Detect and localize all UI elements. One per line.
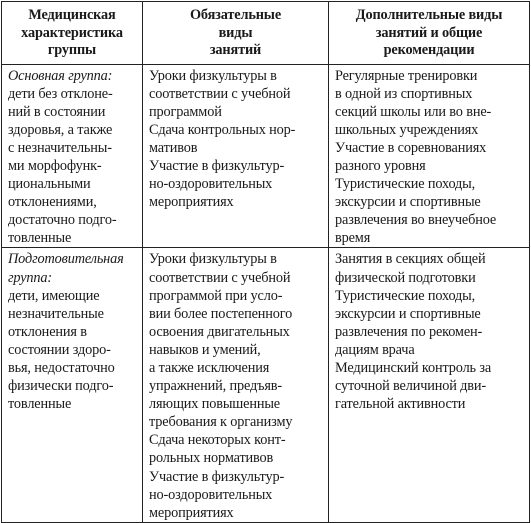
header-line: рекомендации — [383, 42, 475, 58]
text-line: время — [335, 230, 371, 247]
cell-prep-characteristic — [2, 248, 143, 522]
text-line: вья, недостаточно — [8, 360, 115, 376]
text-line: освоения двигательных — [149, 323, 290, 340]
text-line: мероприятиях — [149, 504, 234, 521]
text-line: мероприятиях — [149, 194, 234, 211]
header-line: занятий — [209, 42, 262, 58]
text-line: Медицинский контроль за — [335, 360, 492, 376]
text-line: дациям врача — [335, 341, 415, 358]
text-line: упражнений, предъяв- — [149, 378, 282, 395]
cell-prep-additional — [329, 248, 530, 522]
header-line: группы — [47, 42, 97, 58]
table-row-main-group — [2, 64, 530, 248]
text-line: ляющих повышенные — [149, 396, 280, 413]
text-line: Участие в физкультур- — [149, 468, 285, 485]
health-groups-table-wrapper — [1, 1, 529, 523]
header-line: занятий и общие — [375, 24, 483, 41]
cell-prep-mandatory — [143, 248, 329, 522]
text-line: с незначительны- — [8, 139, 112, 156]
group-label-preparatory: группа: — [8, 269, 53, 286]
text-line: гательной активности — [335, 396, 466, 413]
cell-main-mandatory — [143, 64, 329, 248]
text-line: навыков и умений, — [149, 341, 261, 358]
text-line: развлечения во внеучебное — [335, 212, 497, 229]
text-line: здоровья, а также — [8, 121, 113, 138]
text-line: отклонениями, — [8, 194, 97, 211]
text-line: Уроки физкультуры в — [149, 251, 277, 268]
text-line: вии более постепенного — [149, 305, 293, 322]
cell-main-characteristic — [2, 64, 143, 248]
text-line: мативов — [149, 139, 198, 156]
text-line: программой — [149, 103, 222, 120]
health-groups-table — [1, 1, 530, 523]
text-line: соответствии с учебной — [149, 269, 291, 286]
table-header-row — [2, 2, 530, 65]
text-line: отклонения в — [8, 323, 87, 340]
text-line: достаточно подго- — [8, 212, 117, 229]
text-line: физически подго- — [8, 378, 114, 395]
text-line: Занятия в секциях общей — [335, 251, 486, 268]
text-line: незначительные — [8, 305, 104, 322]
text-line: ний в состоянии — [8, 103, 106, 120]
text-line: суточной величиной дви- — [335, 378, 487, 395]
text-line: физической подготовки — [335, 269, 476, 286]
text-line: школьных учреждениях — [335, 121, 479, 138]
text-line: разного уровня — [335, 157, 426, 174]
text-line: товленные — [8, 230, 72, 247]
header-additional — [329, 2, 530, 65]
text-line: требования к организму — [149, 414, 293, 431]
text-line: Туристические походы, — [335, 176, 476, 193]
text-line: дети без отклоне- — [8, 85, 113, 102]
header-line: Дополнительные виды — [355, 7, 503, 23]
text-line: а также исключения — [149, 360, 270, 376]
text-line: Регулярные тренировки — [335, 67, 478, 84]
group-label-preparatory: Подготовительная — [8, 251, 124, 268]
text-line: дети, имеющие — [8, 287, 100, 304]
text-line: секций школы или во вне- — [335, 103, 492, 120]
text-line: Сдача некоторых конт- — [149, 432, 286, 449]
text-line: циональными — [8, 176, 91, 193]
text-line: но-оздоровительных — [149, 176, 273, 193]
text-line: развлечения по рекомен- — [335, 323, 483, 340]
text-line: соответствии с учебной — [149, 85, 291, 102]
cell-main-additional — [329, 64, 530, 248]
group-label-main: Основная группа: — [8, 67, 113, 84]
text-line: экскурсии и спортивные — [335, 194, 481, 211]
text-line: программой при усло- — [149, 287, 283, 304]
header-line: характеристика — [21, 24, 123, 41]
header-line: виды — [218, 24, 253, 41]
header-mandatory — [143, 2, 329, 65]
text-line: но-оздоровительных — [149, 486, 273, 503]
text-line: ми морфофунк- — [8, 157, 102, 174]
text-line: товленные — [8, 396, 72, 413]
text-line: Туристические походы, — [335, 287, 476, 304]
text-line: Сдача контрольных нор- — [149, 121, 296, 138]
header-line: Обязательные — [189, 7, 282, 23]
header-line: Медицинская — [28, 7, 116, 23]
text-line: Уроки физкультуры в — [149, 67, 277, 84]
table-row-preparatory-group — [2, 248, 530, 522]
text-line: Участие в соревнованиях — [335, 139, 487, 156]
text-line: экскурсии и спортивные — [335, 305, 481, 322]
text-line: рольных нормативов — [149, 450, 274, 467]
text-line: в одной из спортивных — [335, 85, 473, 102]
text-line: Участие в физкультур- — [149, 157, 285, 174]
text-line: состоянии здоро- — [8, 341, 111, 358]
header-characteristic — [2, 2, 143, 65]
